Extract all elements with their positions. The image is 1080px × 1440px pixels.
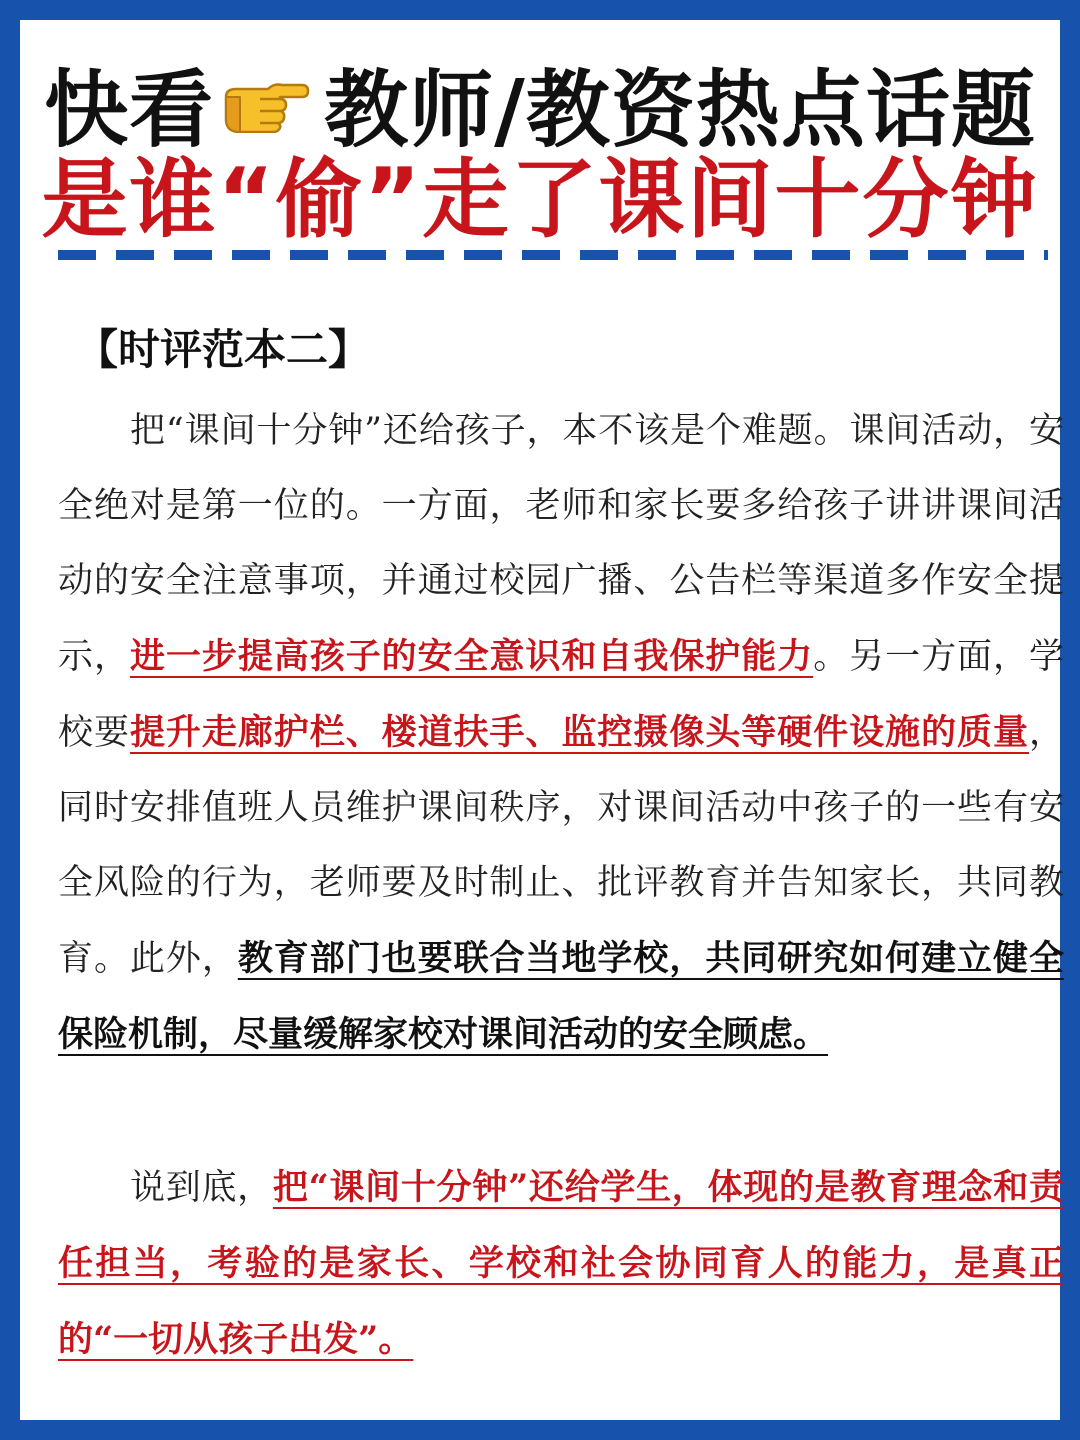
paragraph-1-text-3: ，同时安排值班人员维护课间秩序，对课间活动中孩子的一些有安全风险的行为，老师要及时制止、批评教育并告知家长，共同教育。此外，: [58, 713, 1064, 979]
paragraph-1-highlight-3: 教育部门也要联合当地学校，共同研究如何建立健全保险机制，尽量缓解家校对课间活动的安全顾虑。: [58, 938, 1064, 1055]
paragraph-1: [58, 394, 1064, 1073]
paragraph-1-highlight-1: 进一步提高孩子的安全意识和自我保护能力: [129, 636, 814, 677]
dashed-divider: [58, 250, 1048, 260]
paragraph-2-highlight-1: 把“课间十分钟”还给学生，体现的是教育理念和责任担当，考验的是家长、学校和社会协同育人的能力，是真正的“一切从孩子出发”。: [58, 1167, 1064, 1360]
paragraph-1-text-2: 。另一方面，学校要: [58, 637, 1064, 753]
paragraph-1-text-1: 把“课间十分钟”还给孩子，本不该是个难题。课间活动，安全绝对是第一位的。一方面，老师和家长要多给孩子讲讲课间活动的安全注意事项，并通过校园广播、公告栏等渠道多作安全提示，: [58, 411, 1064, 677]
paragraph-2-text-1: 说到底，: [130, 1168, 273, 1208]
header-title-part2: 教师/教资热点话题: [324, 61, 1036, 159]
section-heading: 【时评范本二】: [76, 325, 371, 374]
header-subtitle: 是谁“偷”走了课间十分钟: [41, 150, 1039, 250]
paragraph-1-highlight-2: 提升走廊护栏、楼道扶手、监控摄像头等硬件设施的质量: [129, 712, 1029, 753]
header-title: [40, 54, 1040, 159]
backhand-index-pointing-right-icon: [220, 54, 310, 114]
header-title-part1: 快看: [44, 61, 215, 159]
paragraph-2: [58, 1150, 1064, 1378]
